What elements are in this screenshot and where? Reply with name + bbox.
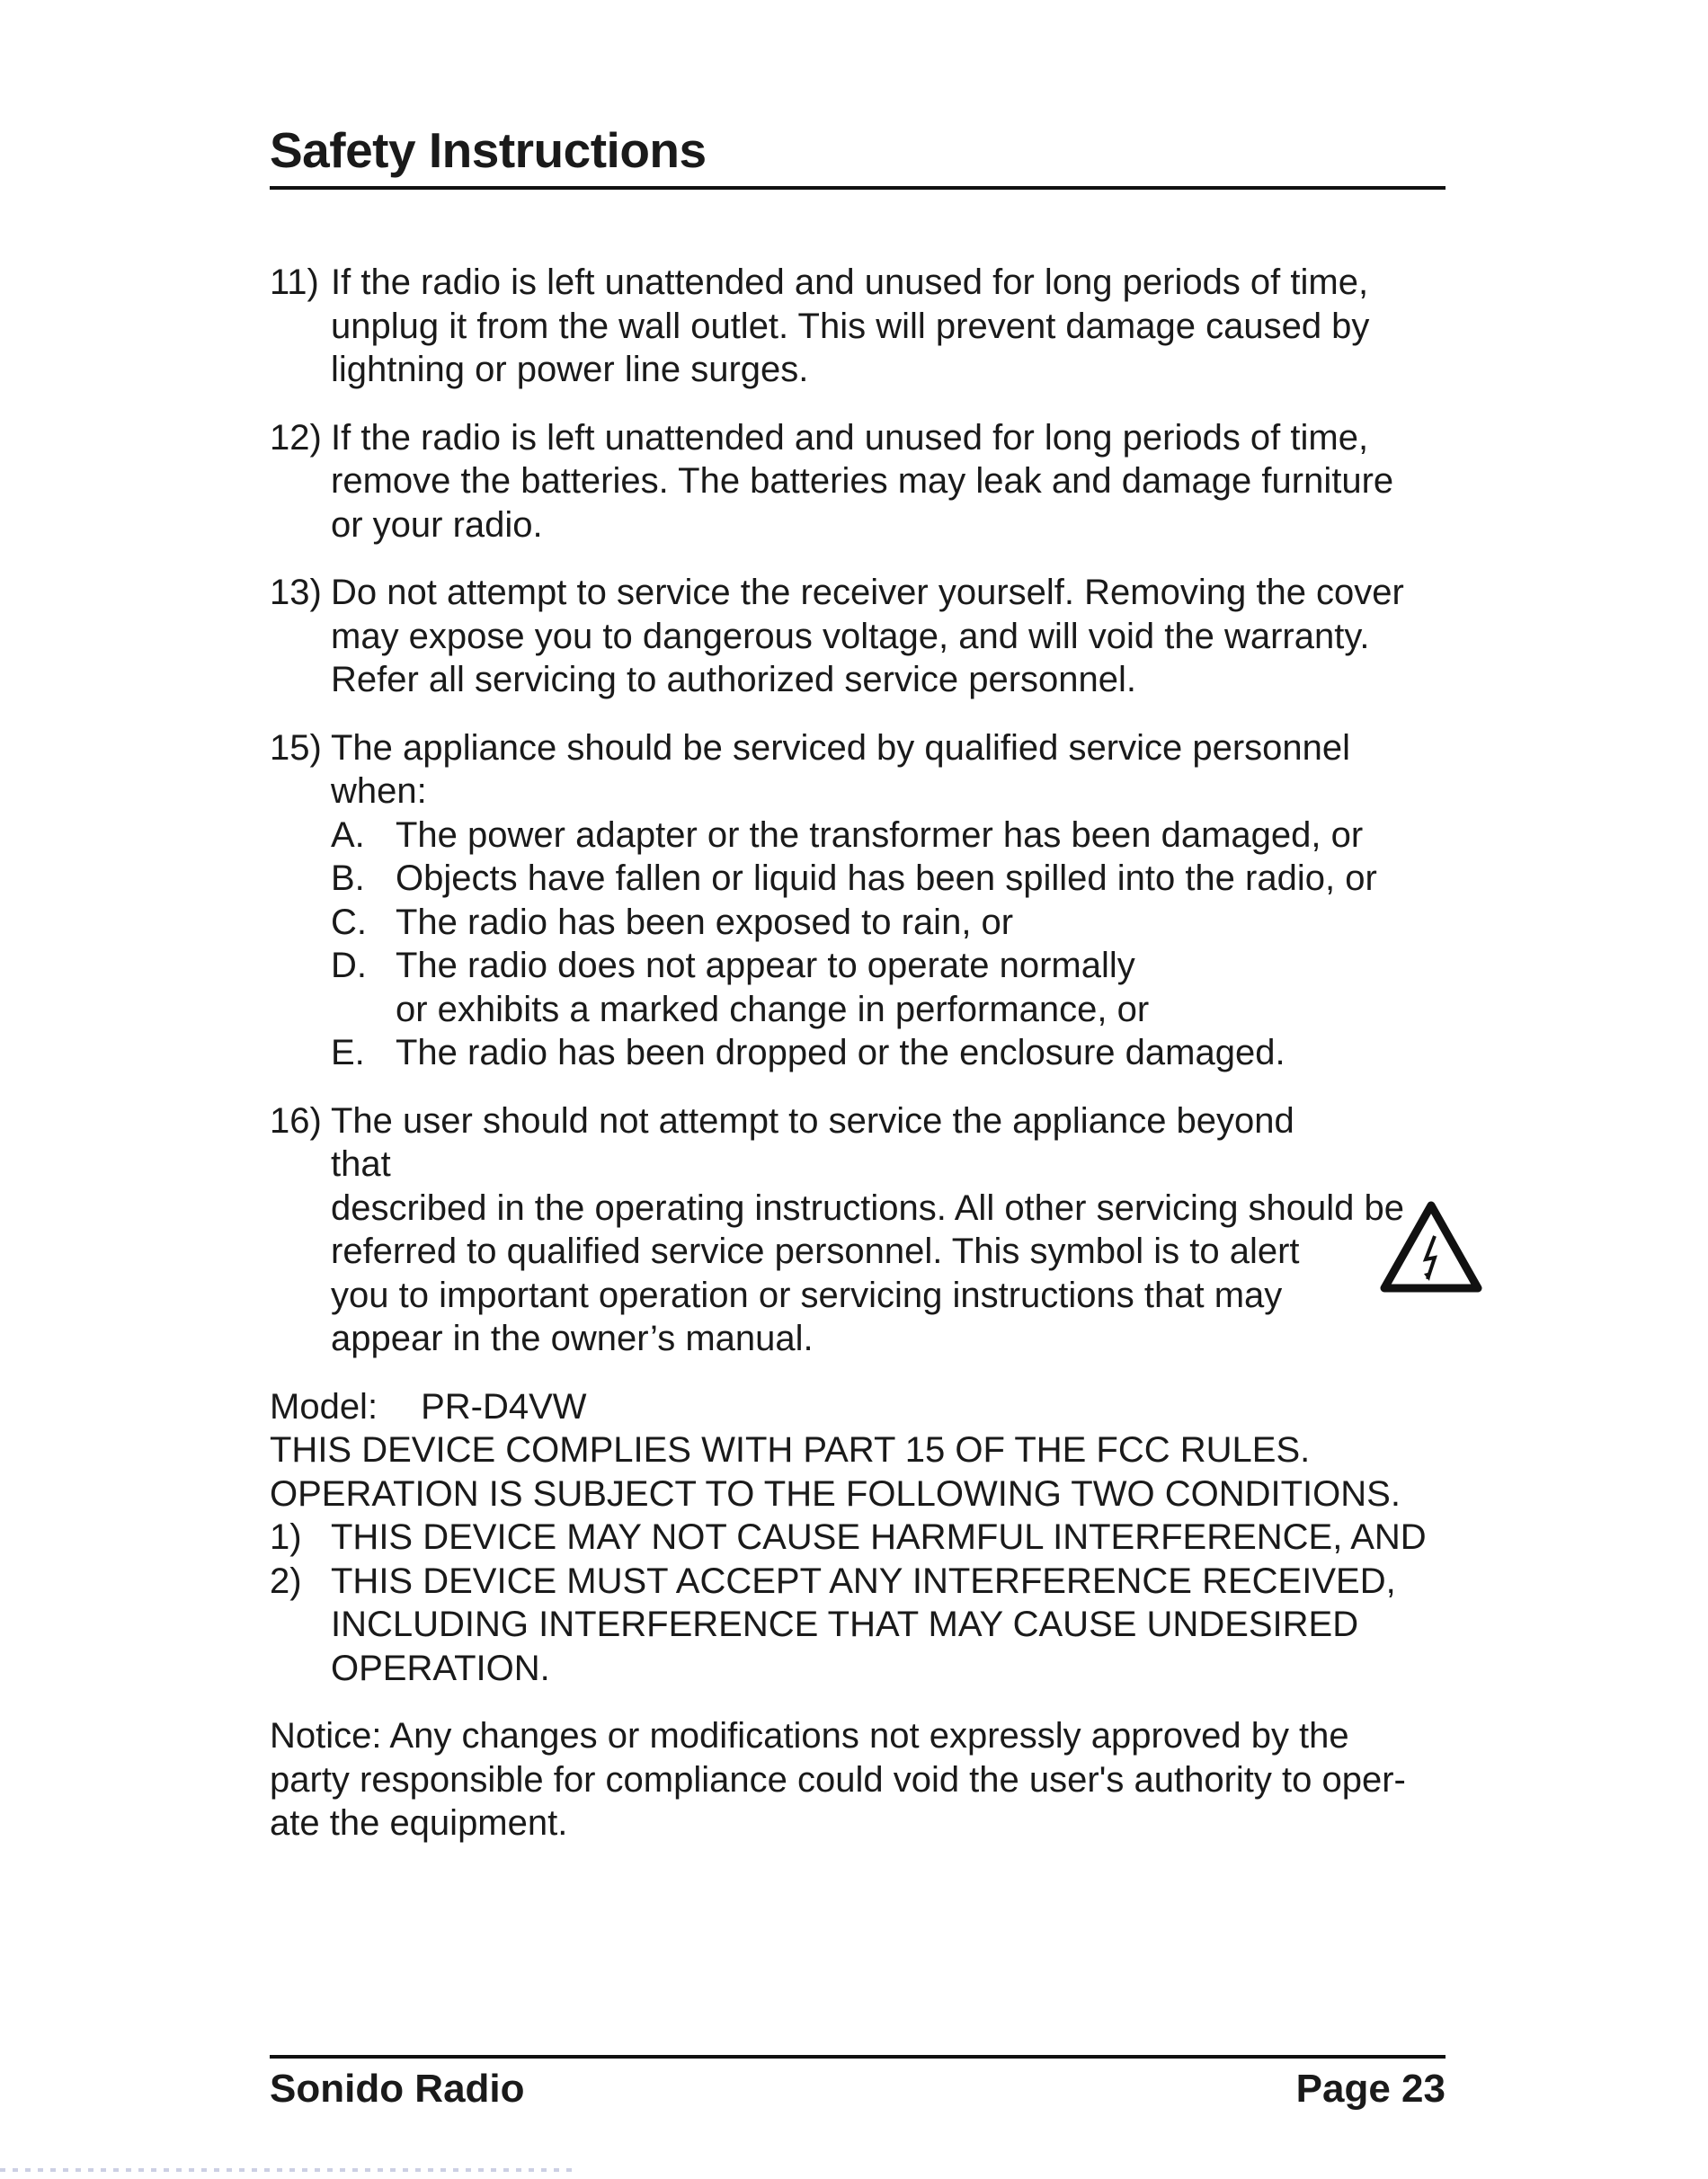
item-number: 16) bbox=[270, 1100, 322, 1141]
sub-item-a bbox=[331, 814, 1456, 858]
fcc-notice: Notice: Any changes or modifications not expressly approved by the party responsible for compliance could void the user's authority to oper-ate the equipment. bbox=[270, 1716, 1406, 1843]
sub-item-b bbox=[331, 857, 1456, 901]
sub-item-c bbox=[331, 901, 1456, 945]
item-line: The user should not attempt to service the appliance beyond that bbox=[331, 1100, 1294, 1184]
item-line: referred to qualified service personnel. This symbol is to alert bbox=[331, 1232, 1300, 1271]
condition-text: THIS DEVICE MAY NOT CAUSE HARMFUL INTERFERENCE, AND bbox=[331, 1517, 1427, 1557]
footer-page-number: Page 23 bbox=[1295, 2067, 1446, 2111]
item-number: 13) bbox=[270, 573, 322, 612]
item-line: lightning or power line surges. bbox=[331, 350, 809, 389]
page-footer bbox=[270, 2055, 1446, 2114]
model-row bbox=[270, 1385, 1456, 1429]
item-line: or your radio. bbox=[331, 504, 543, 545]
fcc-condition-1 bbox=[270, 1516, 1456, 1560]
sub-item-e bbox=[331, 1031, 1456, 1075]
sub-item-d bbox=[331, 944, 1456, 1031]
sub-item-text: The power adapter or the transformer has been damaged, or bbox=[396, 814, 1364, 855]
sub-list bbox=[331, 814, 1456, 1075]
model-label: Model: bbox=[270, 1386, 378, 1427]
condition-text: THIS DEVICE MUST ACCEPT ANY INTERFERENCE RECEIVED, INCLUDING INTERFERENCE THAT MAY CAUSE UNDESIRED OPERATION. bbox=[331, 1561, 1396, 1688]
item-line: If the radio is left unattended and unused for long periods of time, bbox=[331, 417, 1369, 458]
item-line: Refer all servicing to authorized service personnel. bbox=[331, 660, 1136, 699]
sub-item-letter: B. bbox=[331, 858, 365, 898]
item-line: remove the batteries. The batteries may leak and damage furniture bbox=[331, 461, 1394, 501]
scan-artifact bbox=[0, 2168, 575, 2172]
item-line: Do not attempt to service the receiver yourself. Removing the cover bbox=[331, 573, 1404, 612]
fcc-statement bbox=[270, 1385, 1456, 1691]
page-content bbox=[270, 261, 1456, 1845]
page-header bbox=[270, 121, 1446, 190]
sub-item-text: Objects have fallen or liquid has been spilled into the radio, or bbox=[396, 858, 1377, 898]
safety-item-15 bbox=[270, 726, 1456, 1075]
item-number: 12) bbox=[270, 417, 322, 458]
page-title: Safety Instructions bbox=[270, 122, 707, 178]
model-value: PR-D4VW bbox=[421, 1386, 587, 1427]
footer-product-name: Sonido Radio bbox=[270, 2067, 525, 2111]
safety-item-12 bbox=[270, 416, 1456, 547]
item-line: appear in the owner’s manual. bbox=[331, 1319, 814, 1358]
fcc-line: OPERATION IS SUBJECT TO THE FOLLOWING TWO CONDITIONS. bbox=[270, 1473, 1401, 1514]
sub-item-text: The radio has been exposed to rain, or bbox=[396, 902, 1014, 942]
sub-item-letter: A. bbox=[331, 814, 365, 855]
item-number: 11) bbox=[270, 262, 319, 302]
safety-item-11 bbox=[270, 261, 1456, 392]
item-line: you to important operation or servicing instructions that may bbox=[331, 1275, 1283, 1315]
fcc-condition-2 bbox=[270, 1560, 1456, 1691]
item-line: The appliance should be serviced by qualified service personnel bbox=[331, 727, 1351, 768]
sub-item-letter: E. bbox=[331, 1033, 365, 1072]
item-number: 15) bbox=[270, 727, 322, 768]
high-voltage-warning-icon bbox=[1379, 1200, 1483, 1294]
safety-item-13 bbox=[270, 571, 1456, 702]
safety-item-16 bbox=[270, 1099, 1456, 1361]
item-line: unplug it from the wall outlet. This will prevent damage caused by bbox=[331, 306, 1370, 346]
item-line: If the radio is left unattended and unused for long periods of time, bbox=[331, 262, 1369, 302]
item-line: when: bbox=[331, 771, 427, 811]
condition-number: 1) bbox=[270, 1517, 302, 1557]
sub-item-letter: C. bbox=[331, 902, 367, 942]
sub-item-letter: D. bbox=[331, 946, 367, 985]
sub-item-text: The radio does not appear to operate normally or exhibits a marked change in performance, or bbox=[396, 946, 1150, 1029]
item-line: may expose you to dangerous voltage, and will void the warranty. bbox=[331, 616, 1370, 656]
fcc-line: THIS DEVICE COMPLIES WITH PART 15 OF THE FCC RULES. bbox=[270, 1430, 1311, 1470]
sub-item-text: The radio has been dropped or the enclosure damaged. bbox=[396, 1033, 1285, 1072]
condition-number: 2) bbox=[270, 1561, 302, 1601]
item-line: described in the operating instructions. All other servicing should be bbox=[331, 1187, 1405, 1228]
